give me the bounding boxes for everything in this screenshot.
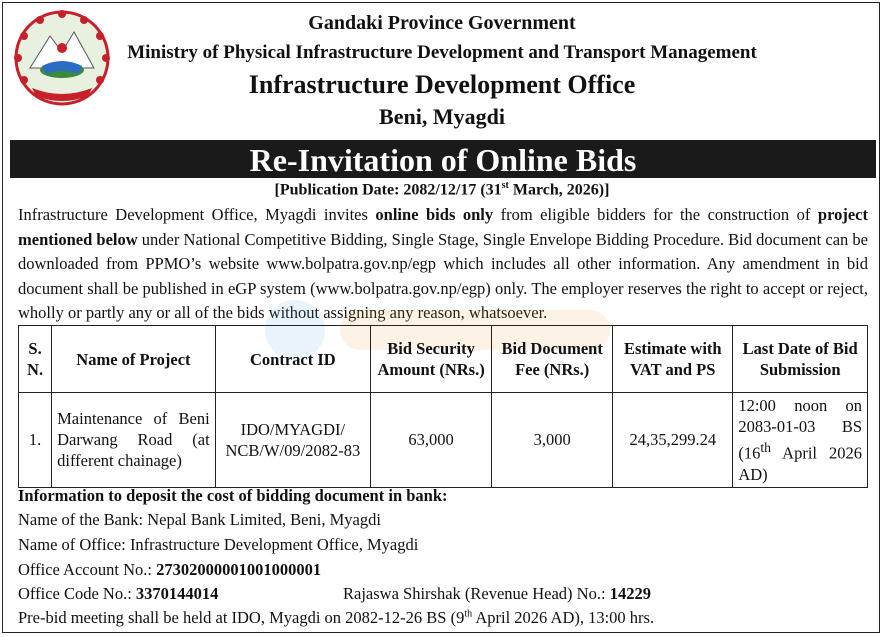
prebid-meeting: Pre-bid meeting shall be held at IDO, Myagdi on 2082-12-26 BS (9th April 2026 AD), 13:00 hrs. (18, 608, 655, 627)
cell-estimate: 24,35,299.24 (613, 393, 733, 488)
intro-paragraph: Infrastructure Development Office, Myagdi invites online bids only from eligible bidders for the construction of project mentioned below under National Competitive Bidding, Single Stage, Single Envelope Bidding Procedure. Bid document can be downloaded from PPMO’s website www.bolpatra.gov.np/egp which includes all other information. Any amendment in bid document shall be published in eGP system (www.bolpatra.gov.np/egp) only. The employer reserves the right to accept or reject, wholly or partly any or all of the bids without assigning any reason, whatsoever. (18, 205, 869, 322)
table-header-row (19, 326, 868, 393)
cell-last-date: 12:00 noon on 2083-01-03 BS (16th April 2026 AD) (733, 393, 868, 488)
header-last-date: Last Date of Bid Submission (733, 326, 868, 393)
ministry-name: Ministry of Physical Infrastructure Development and Transport Management (127, 42, 757, 63)
cell-document-fee: 3,000 (492, 393, 613, 488)
province-name: Gandaki Province Government (308, 12, 576, 34)
revenue-head: Rajaswa Shirshak (Revenue Head) No.: 14229 (343, 584, 651, 603)
cell-contract-id: IDO/MYAGDI/ NCB/W/09/2082-83 (215, 393, 370, 488)
bank-info-heading: Information to deposit the cost of bidding document in bank: (18, 486, 448, 505)
header-estimate: Estimate with VAT and PS (613, 326, 733, 393)
cell-sn: 1. (19, 393, 52, 488)
cell-bid-security: 63,000 (371, 393, 492, 488)
header-document-fee: Bid Document Fee (NRs.) (492, 326, 613, 393)
office-account: Office Account No.: 27302000001001000001 (18, 560, 322, 579)
header-contract-id: Contract ID (215, 326, 370, 393)
table-row (19, 393, 868, 488)
office-name-info: Name of Office: Infrastructure Development Office, Myagdi (18, 535, 419, 554)
header-sn: S. N. (19, 326, 52, 393)
header-project: Name of Project (52, 326, 216, 393)
header-bid-security: Bid Security Amount (NRs.) (371, 326, 492, 393)
notice-title: Re-Invitation of Online Bids (10, 140, 876, 178)
office-code: Office Code No.: 3370144014 (18, 584, 219, 603)
cell-project: Maintenance of Beni Darwang Road (at different chainage) (52, 393, 216, 488)
office-location: Beni, Myagdi (379, 104, 505, 129)
publication-date: [Publication Date: 2082/12/17 (31st March, 2026)] (274, 180, 610, 199)
office-name: Infrastructure Development Office (248, 70, 636, 99)
bids-table (18, 325, 868, 488)
bank-name: Name of the Bank: Nepal Bank Limited, Beni, Myagdi (18, 510, 381, 529)
